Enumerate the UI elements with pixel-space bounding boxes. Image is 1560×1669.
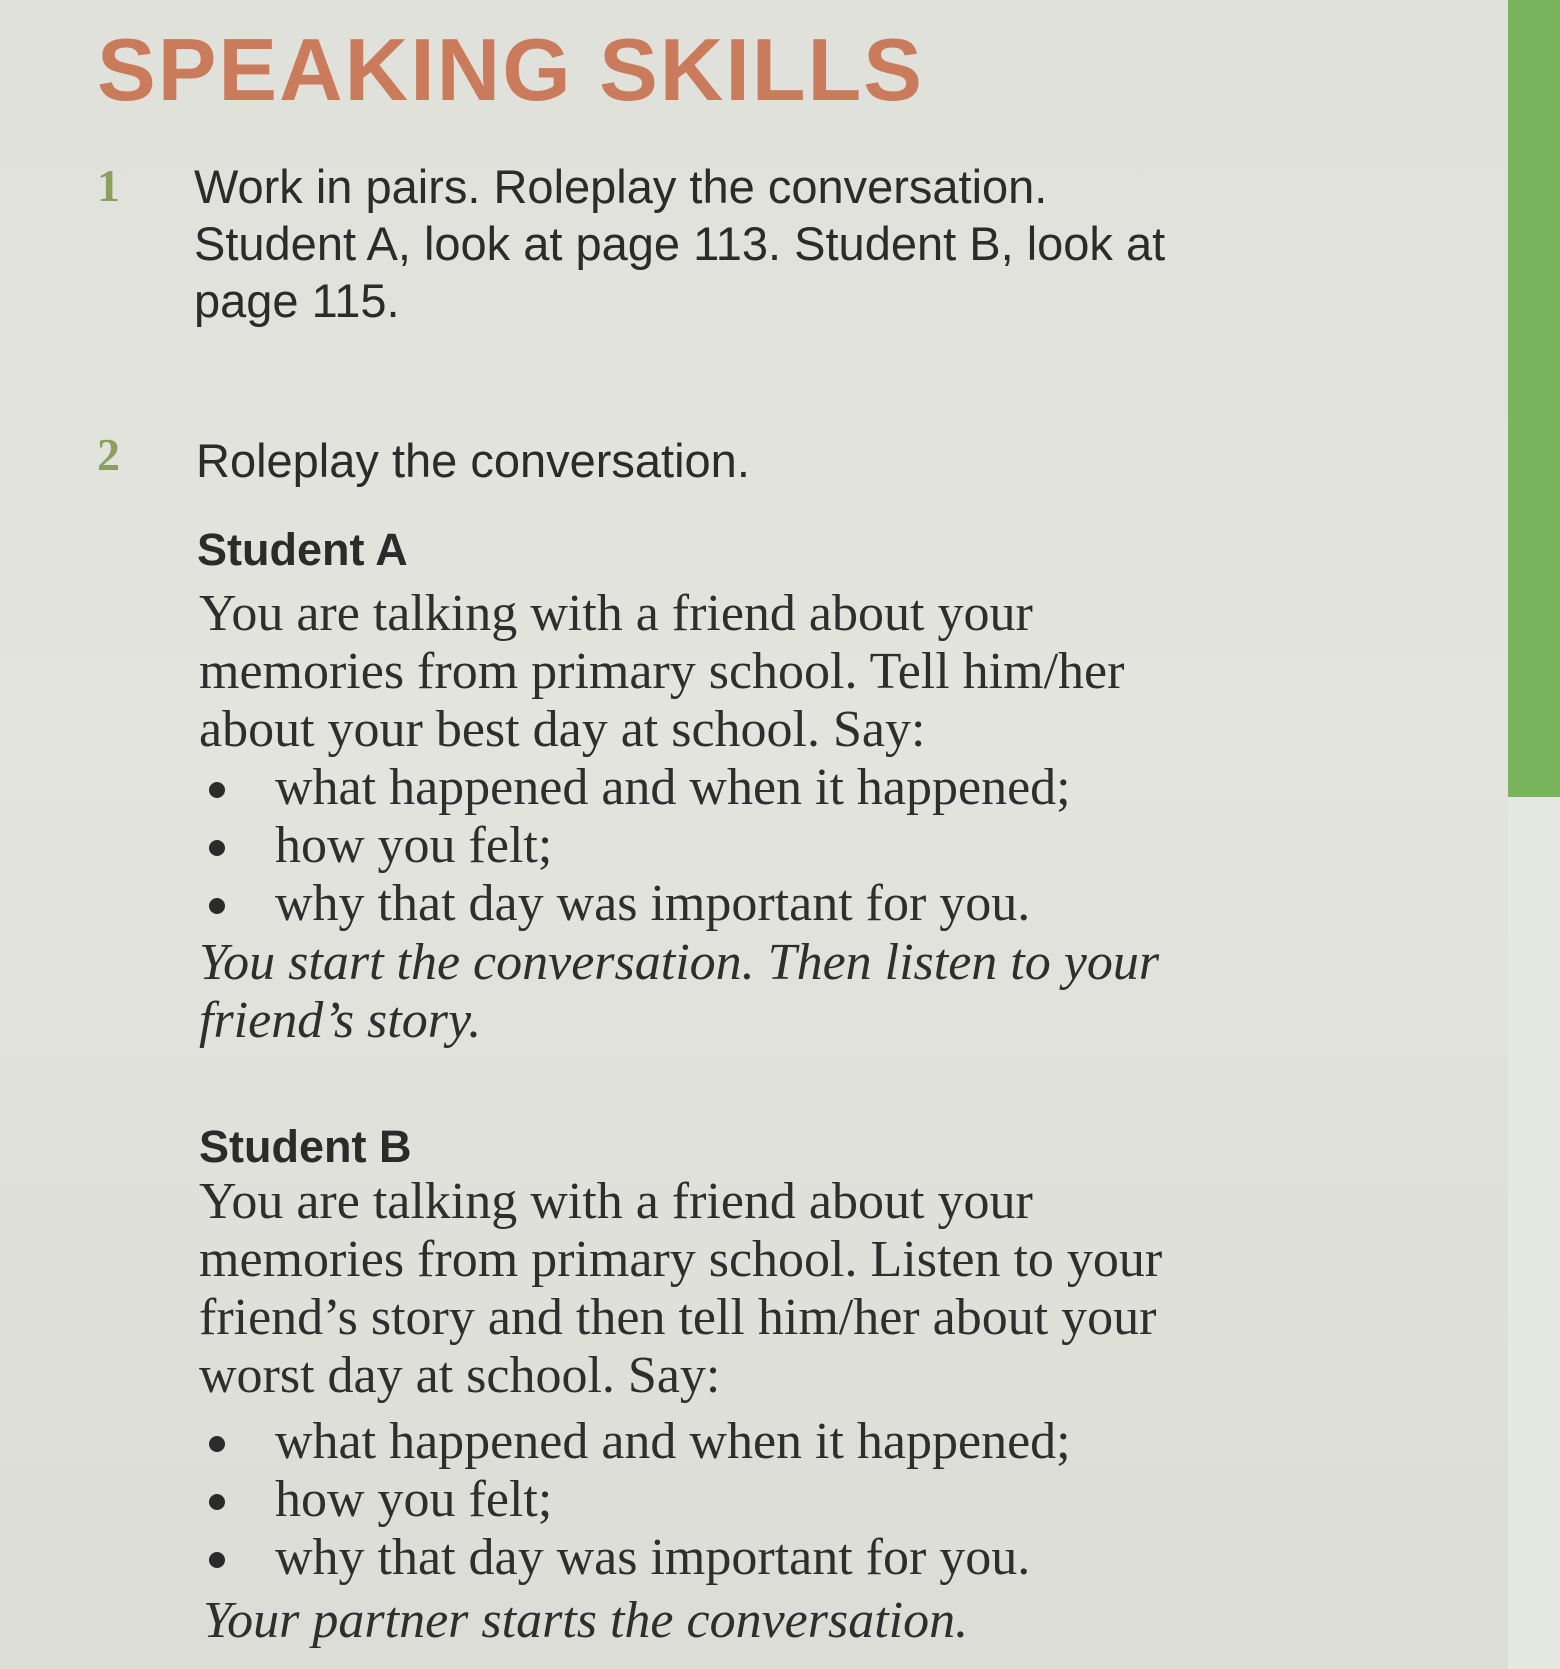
task-line: about your best day at school. Say: <box>199 701 926 758</box>
list-item <box>199 1471 1071 1529</box>
instruction-line: Student A, look at page 113. Student B, look at <box>194 217 1166 270</box>
closing-line: friend’s story. <box>199 992 482 1049</box>
list-item-text: why that day was important for you. <box>275 875 1031 932</box>
task-line: friend’s story and then tell him/her about your <box>199 1289 1157 1346</box>
bullet-icon <box>209 1494 225 1510</box>
bullet-icon <box>209 840 225 856</box>
student-b-task <box>199 1173 1162 1405</box>
list-item <box>199 1529 1071 1587</box>
task-line: worst day at school. Say: <box>199 1347 721 1404</box>
task-line: memories from primary school. Tell him/her <box>199 643 1125 700</box>
task-line: You are talking with a friend about your <box>199 1173 1033 1230</box>
instruction-line: Work in pairs. Roleplay the conversation. <box>194 160 1048 213</box>
instruction-line: page 115. <box>194 274 400 327</box>
list-item-text: how you felt; <box>275 817 553 874</box>
exercise-2-instruction: Roleplay the conversation. <box>196 434 750 487</box>
list-item <box>199 875 1071 933</box>
list-item-text: what happened and when it happened; <box>275 759 1071 816</box>
student-a-closing <box>199 934 1159 1050</box>
student-a-bullet-list <box>199 759 1071 933</box>
closing-line: You start the conversation. Then listen to your <box>199 934 1160 991</box>
student-a-task <box>199 585 1124 759</box>
student-b-bullet-list <box>199 1413 1071 1587</box>
list-item <box>199 1413 1071 1471</box>
section-title: SPEAKING SKILLS <box>97 20 924 119</box>
list-item-text: how you felt; <box>275 1471 553 1528</box>
bullet-icon <box>209 782 225 798</box>
exercise-1-number: 1 <box>97 160 120 211</box>
student-b-closing <box>203 1592 968 1650</box>
task-line: memories from primary school. Listen to your <box>199 1231 1163 1288</box>
exercise-2-number: 2 <box>97 429 120 480</box>
bullet-icon <box>209 1436 225 1452</box>
student-b-heading: Student B <box>199 1121 412 1172</box>
closing-line: Your partner starts the conversation. <box>203 1592 969 1649</box>
exercise-1-instruction <box>194 158 1165 329</box>
task-line: You are talking with a friend about your <box>199 585 1033 642</box>
list-item <box>199 759 1071 817</box>
bullet-icon <box>209 1552 225 1568</box>
list-item-text: why that day was important for you. <box>275 1529 1031 1586</box>
list-item-text: what happened and when it happened; <box>275 1413 1071 1470</box>
student-a-heading: Student A <box>197 524 408 575</box>
bullet-icon <box>209 898 225 914</box>
section-color-tab <box>1508 0 1560 797</box>
list-item <box>199 817 1071 875</box>
